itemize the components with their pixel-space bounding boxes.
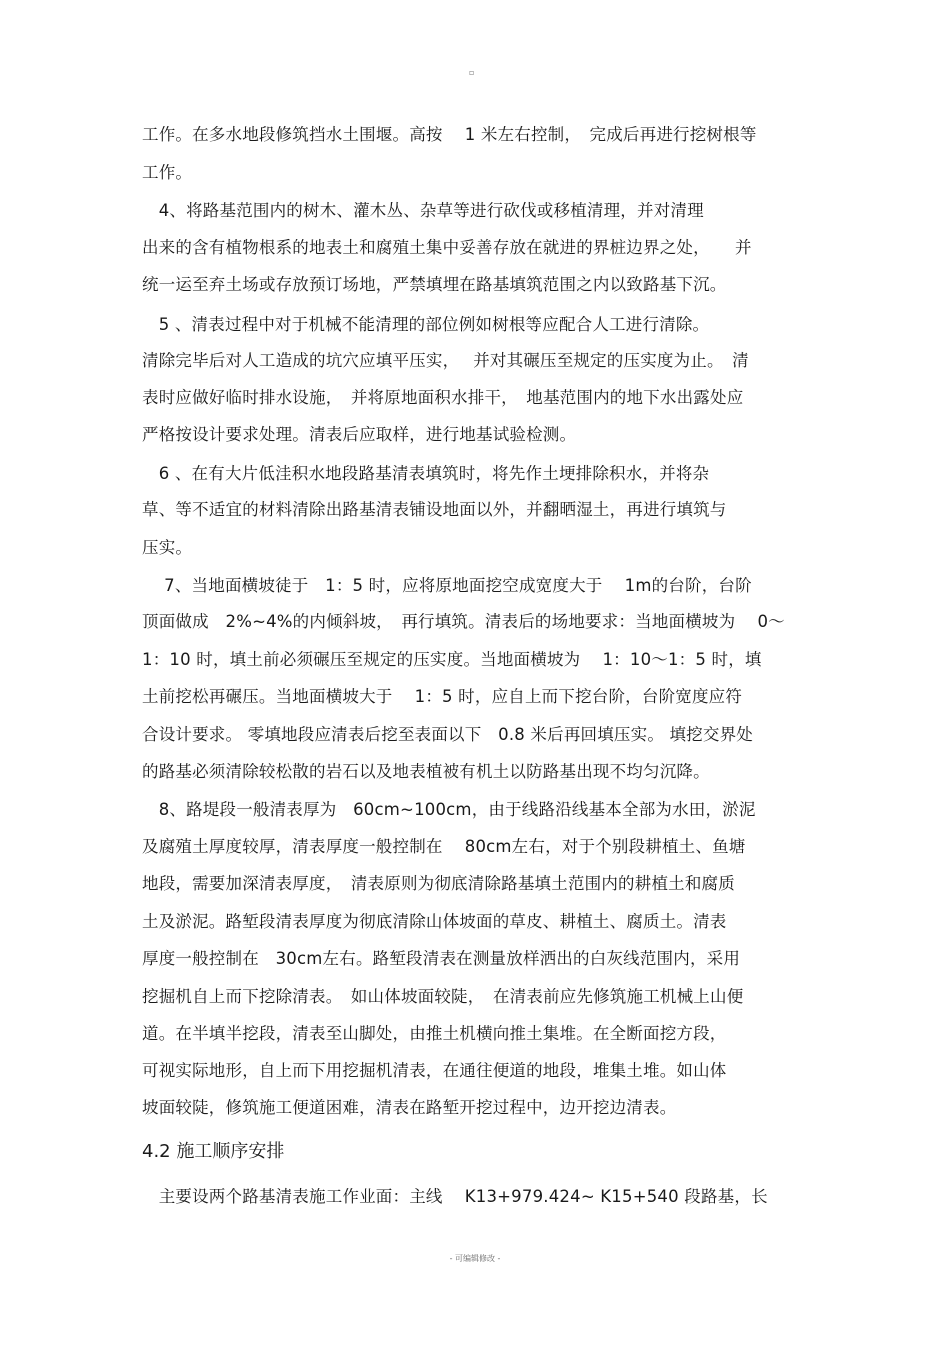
section-heading: 4.2 施工顺序安排 xyxy=(142,1141,285,1162)
paragraph-line: 土前挖松再碾压。当地面横坡大于 1：5 时，应自上而下挖台阶，台阶宽度应符 xyxy=(142,687,743,706)
paragraph-line: 统一运至弃土场或存放预订场地，严禁填埋在路基填筑范围之内以致路基下沉。 xyxy=(142,275,727,294)
paragraph-line: 顶面做成 2%~4%的内倾斜坡， 再行填筑。清表后的场地要求：当地面横坡为 0～ xyxy=(142,612,785,631)
paragraph-line: 5 、清表过程中对于机械不能清理的部位例如树根等应配合人工进行清除。 xyxy=(142,315,710,334)
paragraph-line: 工作。 xyxy=(142,163,193,182)
paragraph-line: 压实。 xyxy=(142,538,193,557)
paragraph-line: 地段，需要加深清表厚度， 清表原则为彻底清除路基填土范围内的耕植土和腐质 xyxy=(142,874,735,893)
page-footer: - 可编辑修改 - xyxy=(449,1254,501,1263)
paragraph-line: 6 、在有大片低洼积水地段路基清表填筑时，将先作土埂排除积水，并将杂 xyxy=(142,464,710,483)
paragraph-line: 1：10 时，填土前必须碾压至规定的压实度。当地面横坡为 1：10～1：5 时，填 xyxy=(142,650,762,669)
paragraph-line: 土及淤泥。路堑段清表厚度为彻底清除山体坡面的草皮、耕植土、腐质土。清表 xyxy=(142,912,727,931)
paragraph-line: 出来的含有植物根系的地表土和腐殖土集中妥善存放在就进的界桩边界之处， 并 xyxy=(142,238,752,257)
paragraph-line: 合设计要求。 零填地段应清表后挖至表面以下 0.8 米后再回填压实。 填挖交界处 xyxy=(142,725,753,744)
paragraph-line: 工作。在多水地段修筑挡水土围堰。高按 1 米左右控制， 完成后再进行挖树根等 xyxy=(142,125,757,144)
paragraph-line: 严格按设计要求处理。清表后应取样，进行地基试验检测。 xyxy=(142,425,577,444)
paragraph-line: 挖掘机自上而下挖除清表。 如山体坡面较陡， 在清表前应先修筑施工机械上山便 xyxy=(142,987,744,1006)
paragraph-line: 清除完毕后对人工造成的坑穴应填平压实， 并对其碾压至规定的压实度为止。 清 xyxy=(142,351,749,370)
paragraph-line: 及腐殖土厚度较厚，清表厚度一般控制在 80cm左右，对于个别段耕植土、鱼塘 xyxy=(142,837,746,856)
paragraph-line: 主要设两个路基清表施工作业面：主线 K13+979.424~ K15+540 段路基，长 xyxy=(142,1187,768,1206)
paragraph-line: 坡面较陡，修筑施工便道困难，清表在路堑开挖过程中，边开挖边清表。 xyxy=(142,1098,677,1117)
paragraph-line: 可视实际地形，自上而下用挖掘机清表，在通往便道的地段，堆集土堆。如山体 xyxy=(142,1061,727,1080)
paragraph-line: 4、将路基范围内的树木、灌木丛、杂草等进行砍伐或移植清理，并对清理 xyxy=(142,201,704,220)
paragraph-line: 厚度一般控制在 30cm左右。路堑段清表在测量放样洒出的白灰线范围内，采用 xyxy=(142,949,741,968)
paragraph-line: 草、等不适宜的材料清除出路基清表铺设地面以外，并翻晒湿土，再进行填筑与 xyxy=(142,500,727,519)
paragraph-line: 表时应做好临时排水设施， 并将原地面积水排干， 地基范围内的地下水出露处应 xyxy=(142,388,744,407)
paragraph-line: 7、当地面横坡徒于 1：5 时，应将原地面挖空成宽度大于 1m的台阶，台阶 xyxy=(142,576,752,595)
header-mark: ▫ xyxy=(469,68,475,77)
paragraph-line: 8、路堤段一般清表厚为 60cm~100cm，由于线路沿线基本全部为水田，淤泥 xyxy=(142,800,756,819)
paragraph-line: 道。在半填半挖段，清表至山脚处，由推土机横向推土集堆。在全断面挖方段， xyxy=(142,1024,727,1043)
paragraph-line: 的路基必须清除较松散的岩石以及地表植被有机土以防路基出现不均匀沉降。 xyxy=(142,762,710,781)
